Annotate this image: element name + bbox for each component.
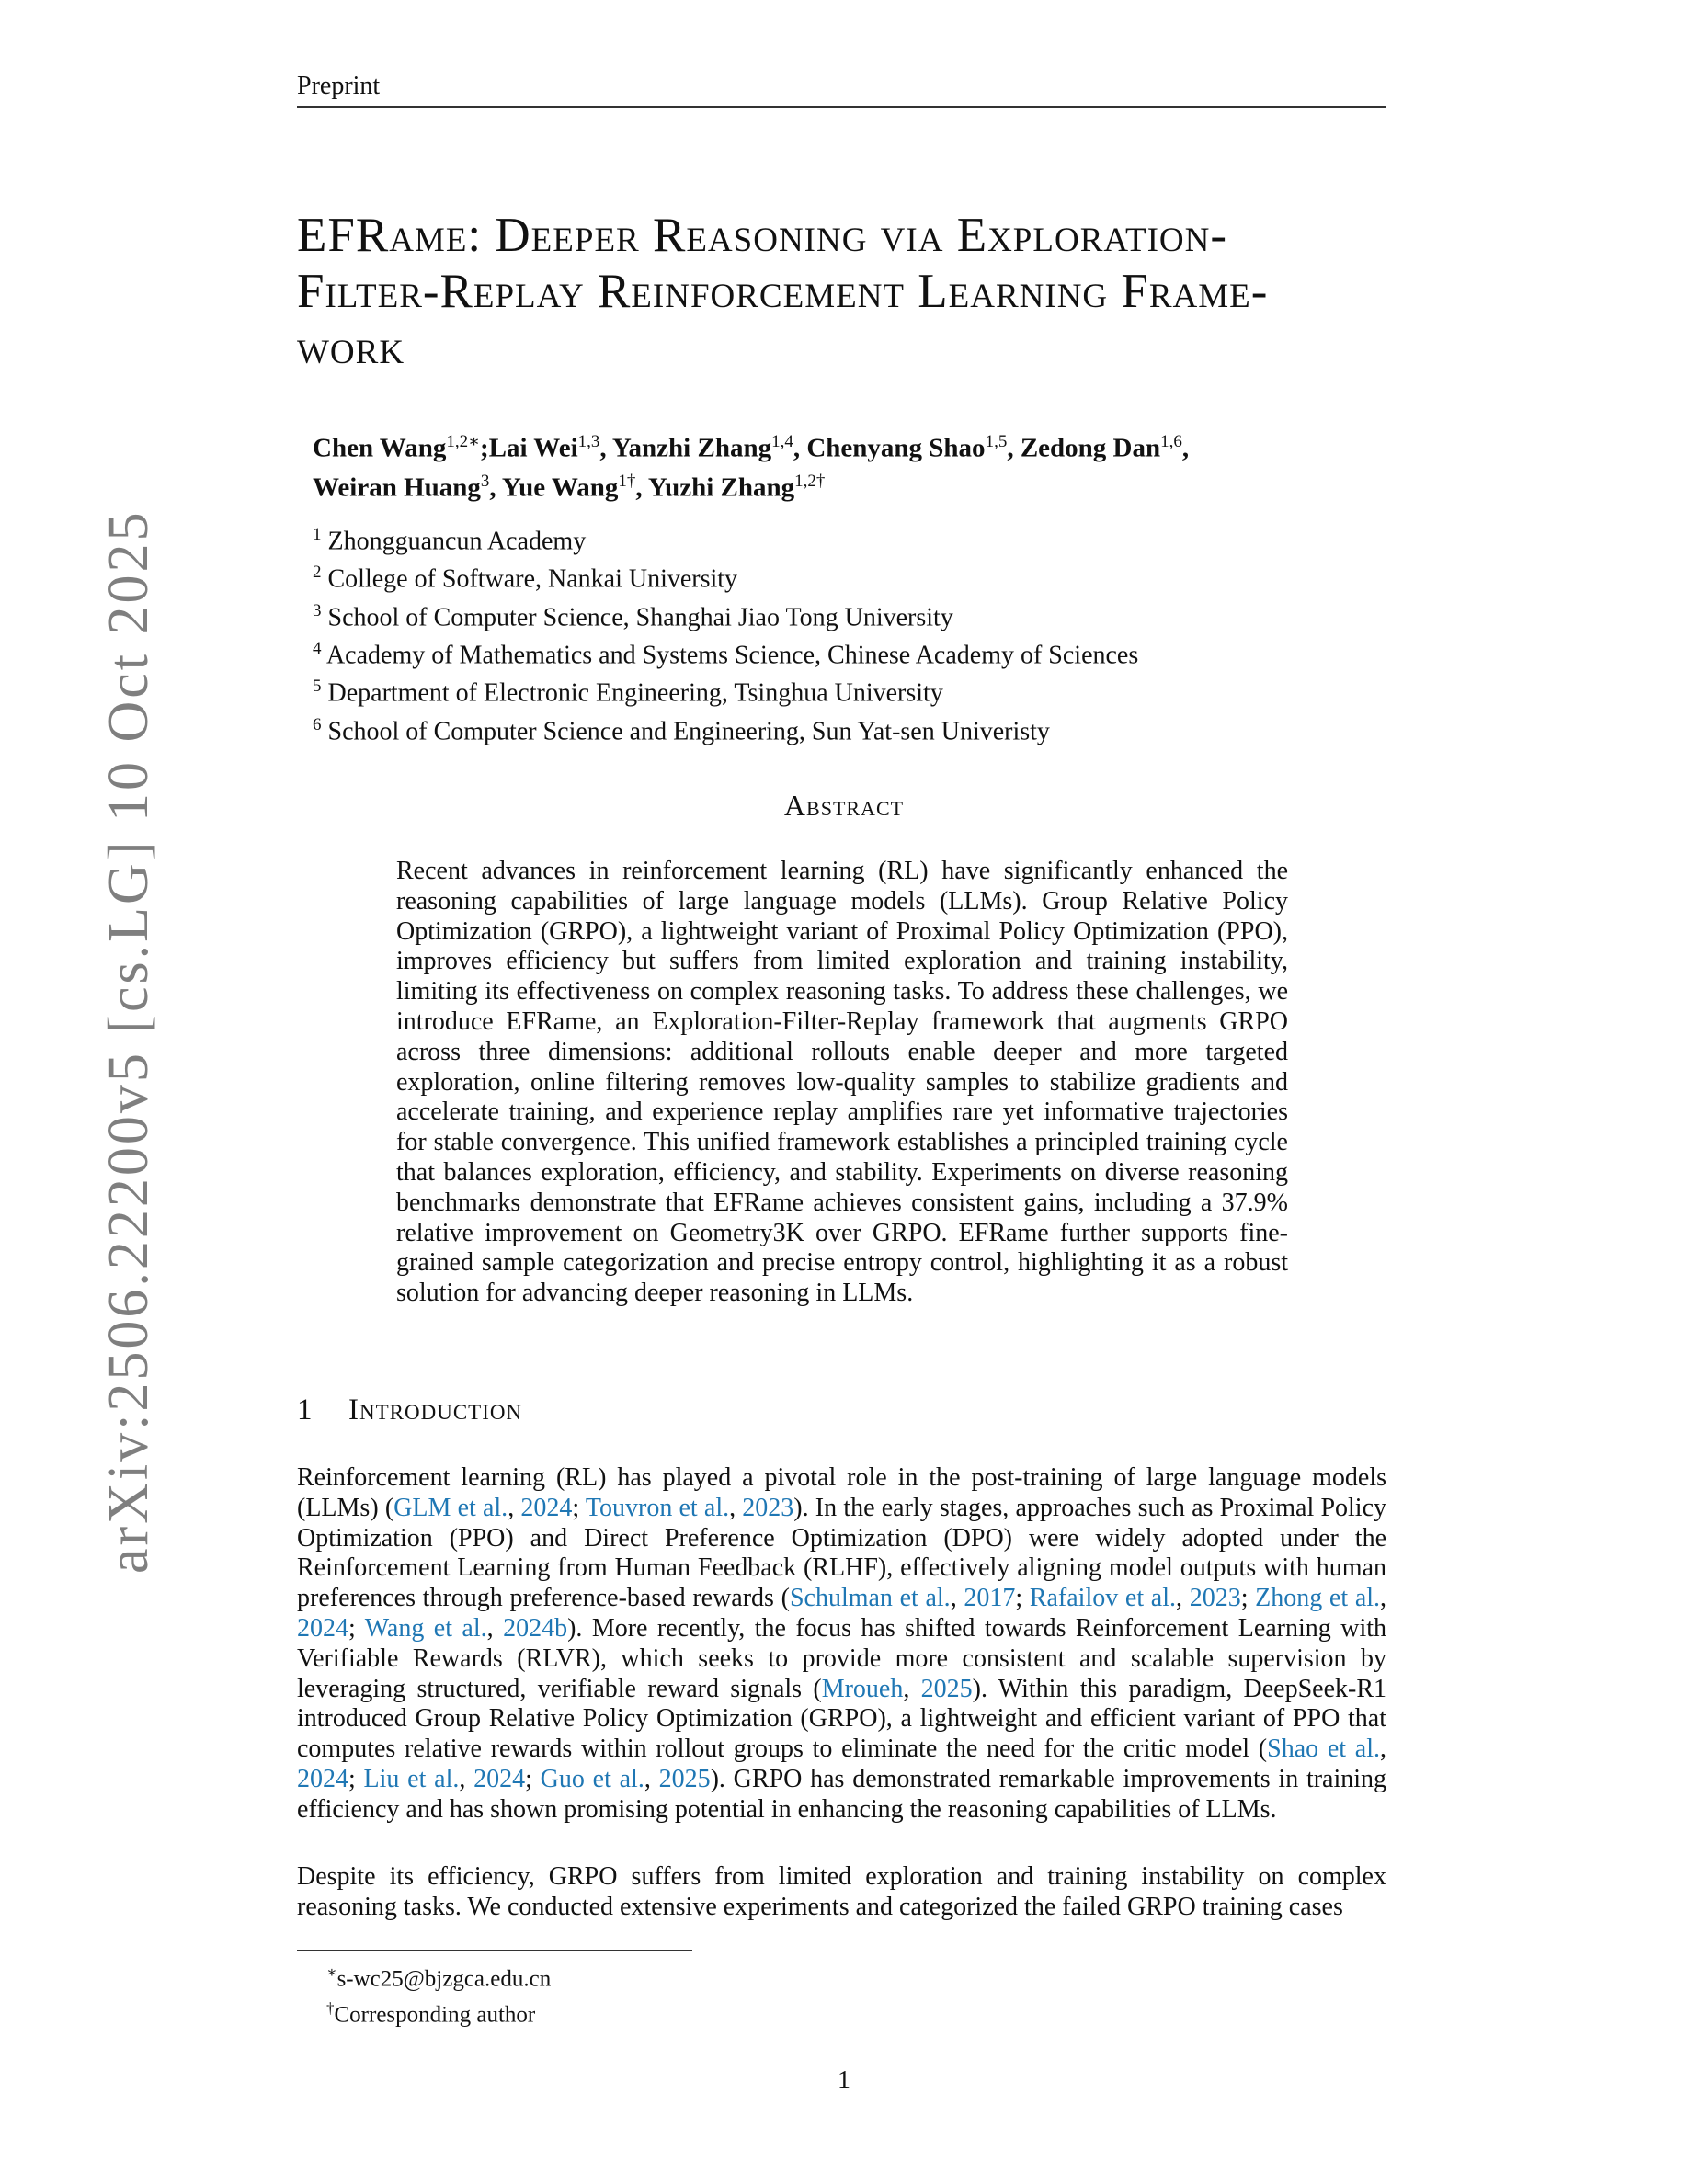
author-affiliation-mark: 1,2† [794, 471, 826, 491]
author-affiliation-mark: 3 [480, 471, 490, 491]
citation-link[interactable]: GLM et al. [393, 1493, 508, 1522]
section-title: Introduction [348, 1393, 523, 1427]
author-separator: , [599, 433, 612, 463]
affiliation-item [313, 519, 1379, 557]
footnote [326, 1958, 551, 1994]
citation-link[interactable]: Wang et al. [364, 1613, 487, 1643]
citation-link[interactable]: 2024 [520, 1493, 573, 1522]
author-separator: ; [480, 433, 489, 463]
citation-link[interactable]: 2024b [503, 1613, 568, 1643]
title-line: Filter-Replay Reinforcement Learning Frame- [297, 265, 1269, 318]
citation-link[interactable]: Rafailov et al. [1029, 1584, 1177, 1613]
footnote [326, 1994, 551, 2030]
author-separator: , [1007, 433, 1021, 463]
author-line [313, 426, 1379, 465]
citation-link[interactable]: Mroueh [821, 1674, 904, 1703]
author-separator: , [1181, 433, 1190, 463]
author-affiliation-mark: 1,2∗ [446, 432, 480, 451]
author-list [313, 426, 1379, 504]
author-name: Lai Wei [488, 433, 578, 463]
citation-link[interactable]: Schulman et al. [789, 1584, 951, 1613]
author-affiliation-mark: 1,5 [985, 432, 1008, 451]
footnote-rule [297, 1950, 692, 1951]
arxiv-identifier-stamp: arXiv:2506.22200v5 [cs.LG] 10 Oct 2025 [97, 509, 160, 1574]
author-name: Chen Wang [313, 433, 447, 463]
affiliation-text: School of Computer Science and Engineering, Sun Yat-sen Univeristy [321, 716, 1050, 745]
citation-link[interactable]: 2024 [297, 1613, 348, 1643]
section-heading [297, 1393, 522, 1428]
affiliation-list [313, 519, 1379, 747]
author-affiliation-mark: 1† [618, 471, 636, 491]
affiliation-text: Zhongguancun Academy [321, 527, 587, 556]
author-separator: , [489, 472, 502, 503]
author-affiliation-mark: 1,6 [1160, 432, 1182, 451]
citation-link[interactable]: 2024 [297, 1764, 348, 1793]
author-separator: , [793, 433, 807, 463]
title-line: work [297, 321, 405, 374]
abstract-heading: Abstract [783, 789, 905, 822]
author-name: Yanzhi Zhang [611, 433, 772, 463]
author-affiliation-mark: 1,3 [577, 432, 600, 451]
citation-link[interactable]: 2023 [1189, 1584, 1241, 1613]
author-name: Yuzhi Zhang [647, 472, 795, 503]
affiliation-item [313, 596, 1379, 633]
citation-link[interactable]: Zhong et al. [1255, 1584, 1381, 1613]
affiliation-number: 3 [313, 600, 322, 620]
citation-link[interactable]: 2025 [920, 1674, 973, 1703]
affiliation-item [313, 557, 1379, 595]
affiliation-number: 6 [313, 714, 322, 734]
abstract-body: Recent advances in reinforcement learning (RL) have significantly enhanced the reasoning capabilities of large language models (LLMs). Group Relative Policy Optimization (GRPO), a lightweight variant of Proximal Policy Optimization (PPO), improves efficiency but suffers from limited exploration and training instability, limiting its effectiveness on complex reasoning tasks. To address these challenges, we introduce EFRame, an Exploration-Filter-Replay framework that augments GRPO across three dimensions: additional rollouts enable deeper and more targeted exploration, online filtering removes low-quality samples to stabilize gradients and accelerate training, and experience replay amplifies rare yet informative trajectories for stable convergence. This unified framework establishes a principled training cycle that balances exploration, efficiency, and stability. Experiments on diverse reasoning benchmarks demonstrate that EFRame achieves consistent gains, including a 37.9% relative improvement on Geometry3K over GRPO. EFRame further supports fine-grained sample categorization and precise entropy control, highlighting it as a robust solution for advancing deeper reasoning in LLMs. [396, 857, 1288, 1308]
author-name: Yue Wang [501, 472, 619, 503]
citation-link[interactable]: 2023 [742, 1493, 794, 1522]
author-separator: , [635, 472, 648, 503]
footnote-text: s-wc25@bjzgca.edu.cn [336, 1966, 552, 1992]
author-name: Zedong Dan [1020, 433, 1161, 463]
section-number: 1 [297, 1393, 314, 1427]
citation-link[interactable]: Touvron et al. [585, 1493, 730, 1522]
author-line [313, 465, 1379, 505]
footnote-mark: † [326, 1999, 335, 2018]
author-affiliation-mark: 1,4 [771, 432, 793, 451]
citation-link[interactable]: 2024 [473, 1764, 526, 1793]
title-line: EFRame: Deeper Reasoning via Exploration- [297, 209, 1227, 262]
affiliation-number: 1 [313, 525, 322, 544]
citation-link[interactable]: Guo et al. [540, 1764, 644, 1793]
affiliation-text: Academy of Mathematics and Systems Science, Chinese Academy of Sciences [321, 641, 1139, 670]
citation-link[interactable]: 2017 [964, 1584, 1016, 1613]
footnote-text: Corresponding author [334, 2002, 536, 2028]
affiliation-text: College of Software, Nankai University [321, 564, 738, 594]
affiliation-number: 4 [313, 638, 322, 658]
affiliation-text: Department of Electronic Engineering, Tsinghua University [321, 678, 943, 708]
citation-link[interactable]: 2025 [658, 1764, 711, 1793]
page-number: 1 [838, 2066, 850, 2095]
paper-title [297, 208, 1400, 376]
author-name: Chenyang Shao [806, 433, 986, 463]
affiliation-number: 2 [313, 563, 322, 583]
running-head: Preprint [297, 72, 381, 100]
body-paragraph: Despite its efficiency, GRPO suffers from limited exploration and training instability on complex reasoning tasks. We conducted extensive experiments and categorized the failed GRPO training cases [297, 1862, 1386, 1921]
affiliation-item [313, 633, 1379, 671]
footnotes [326, 1958, 551, 2030]
affiliation-item [313, 671, 1379, 709]
author-name: Weiran Huang [313, 472, 481, 503]
affiliation-number: 5 [313, 677, 322, 697]
citation-link[interactable]: Shao et al. [1267, 1735, 1380, 1764]
header-rule [297, 106, 1386, 108]
affiliation-item [313, 710, 1379, 747]
affiliation-text: School of Computer Science, Shanghai Jiao Tong University [321, 602, 953, 631]
body-paragraph: Reinforcement learning (RL) has played a pivotal role in the post-training of large language models (LLMs) (GLM et al., 2024; Touvron et al., 2023). In the early stages, approaches such as Proximal Policy Optimization (PPO) and Direct Preference Optimization (DPO) were widely adopted under the Reinforcement Learning from Human Feedback (RLHF), effectively aligning model outputs with human preferences through preference-based rewards (Schulman et al., 2017; Rafailov et al., 2023; Zhong et al., 2024; Wang et al., 2024b). More recently, the focus has shifted towards Reinforcement Learning with Verifiable Rewards (RLVR), which seeks to provide more consistent and scalable supervision by leveraging structured, verifiable reward signals (Mroueh, 2025). Within this paradigm, DeepSeek-R1 introduced Group Relative Policy Optimization (GRPO), a lightweight and efficient variant of PPO that computes relative rewards within rollout groups to eliminate the need for the critic model (Shao et al., 2024; Liu et al., 2024; Guo et al., 2025). GRPO has demonstrated remarkable improvements in training efficiency and has shown promising potential in enhancing the reasoning capabilities of LLMs. [297, 1463, 1387, 1824]
footnote-mark: ∗ [326, 1963, 337, 1981]
citation-link[interactable]: Liu et al. [363, 1764, 460, 1793]
